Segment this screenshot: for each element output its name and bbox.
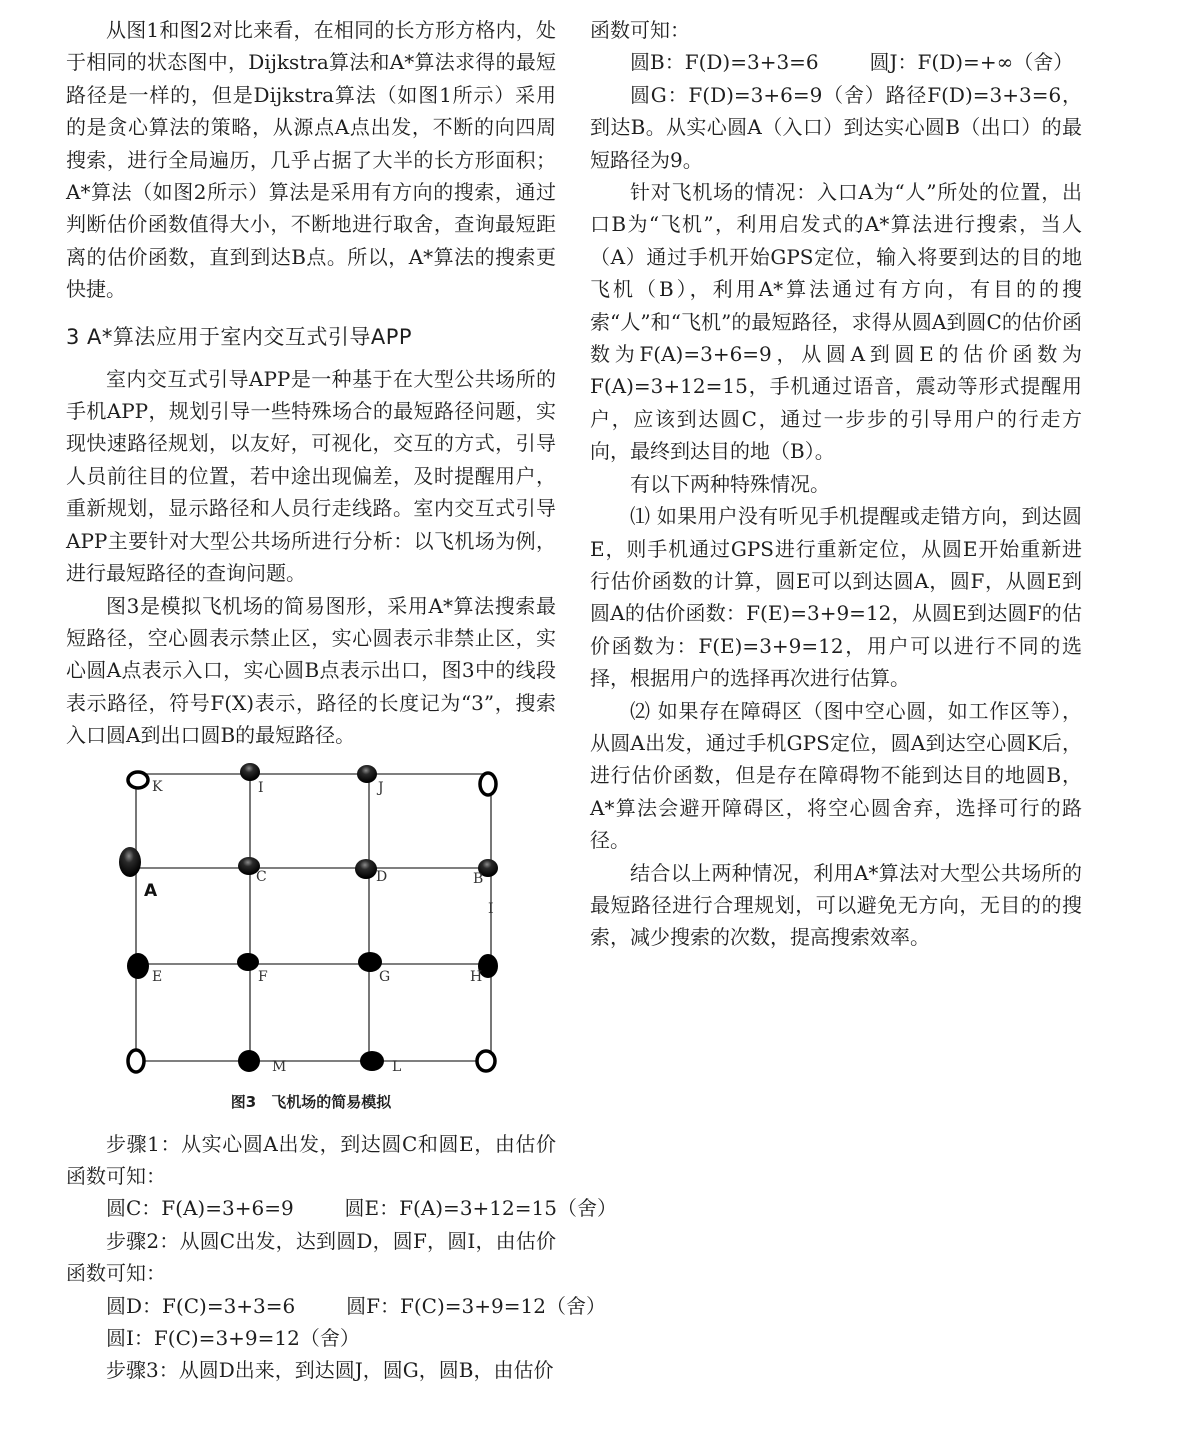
step3-text: 步骤3：从圆D出来，到达圆J，圆G，圆B，由估价 (106, 1358, 554, 1383)
node-top-right-hollow (480, 773, 496, 795)
section-heading: 3 A*算法应用于室内交互式引导APP (66, 324, 413, 349)
label-h: H (470, 968, 483, 985)
airport-graph-svg (66, 756, 556, 1086)
label-b: B (473, 870, 484, 887)
label-j: J (378, 779, 384, 796)
graph-edges (136, 774, 491, 1061)
label-i: I (258, 779, 264, 796)
step1-equation: 圆C：F(A)=3+6=9 圆E：F(A)=3+12=15（舍） (106, 1196, 617, 1221)
label-a: A (144, 880, 158, 901)
node-j-solid (357, 765, 377, 783)
right-column (590, 14, 1082, 954)
label-d: D (376, 868, 388, 885)
node-k-hollow (128, 772, 148, 788)
node-a-entrance (119, 847, 141, 877)
step3-equation-1: 圆B：F(D)=3+3=6 圆J：F(D)=+∞（舍） (630, 50, 1074, 75)
step2-equation-2: 圆I：F(C)=3+9=12（舍） (106, 1325, 360, 1350)
paragraph-figure-description: 图3是模拟飞机场的简易图形，采用A*算法搜索最短路径，空心圆表示禁止区，实心圆表示非禁止区，实心圆A点表示入口，实心圆B点表示出口，图3中的线段表示路径，符号F(X)表示，路径的长度记为“3”，搜索入口圆A到出口圆B的最短路径。 (66, 593, 556, 748)
node-i-solid (240, 763, 260, 781)
paragraph-path-result: 圆G：F(D)=3+6=9（舍）路径F(D)=3+3=6，到达B。从实心圆A（入口）到达实心圆B（出口）的最短路径为9。 (590, 82, 1082, 172)
node-l-solid (360, 1051, 384, 1071)
step2-text: 步骤2：从圆C出发，达到圆D，圆F，圆I，由估价函数可知： (66, 1228, 556, 1286)
figure-caption: 图3 飞机场的简易模拟 (230, 1092, 392, 1111)
paragraph-conclusion: 结合以上两种情况，利用A*算法对大型公共场所的最短路径进行合理规划，可以避免无方向，无目的的搜索，减少搜索的次数，提高搜索效率。 (590, 860, 1082, 950)
continuation-text: 函数可知： (590, 18, 690, 42)
paragraph-case-2: ⑵ 如果存在障碍区（图中空心圆，如工作区等），从圆A出发，通过手机GPS定位，圆A到达空心圆K后，进行估价函数，但是存在障碍物不能到达目的地圆B，A*算法会避开障碍区，将空心圆舍弃，选择可行的路径。 (590, 698, 1082, 853)
paragraph-comparison: 从图1和图2对比来看，在相同的长方形方格内，处于相同的状态图中，Dijkstra算法和A*算法求得的最短路径是一样的，但是Dijkstra算法（如图1所示）采用的是贪心算法的策略，从源点A点出发，不断的向四周搜索，进行全局遍历，几乎占据了大半的长方形面积；A*算法（如图2所示）算法是采用有方向的搜索，通过判断估价函数值得大小，不断地进行取舍，查询最短距离的估价函数，直到到达B点。所以，A*算法的搜索更快捷。 (66, 18, 556, 302)
label-i-right: I (488, 900, 494, 917)
figure-airport-graph (66, 756, 556, 1126)
node-bottom-right-hollow (477, 1051, 495, 1071)
label-g: G (379, 968, 391, 985)
node-bottom-left-hollow (128, 1050, 144, 1072)
paragraph-airport-case: 针对飞机场的情况：入口A为“人”所处的位置，出口B为“飞机”，利用启发式的A*算法进行搜索，当人（A）通过手机开始GPS定位，输入将要到达的目的地飞机（B），利用A*算法通过有方向，有目的的搜索“人”和“飞机”的最短路径，求得从圆A到圆C的估价函数为F(A)=3+6=9，从圆A到圆E的估价函数为F(A)=3+12=15，手机通过语音，震动等形式提醒用户，应该到达圆C，通过一步步的引导用户的行走方向，最终到达目的地（B）。 (590, 180, 1082, 464)
paragraph-app-intro: 室内交互式引导APP是一种基于在大型公共场所的手机APP，规划引导一些特殊场合的最短路径问题，实现快速路径规划，以友好，可视化，交互的方式，引导人员前往目的位置，若中途出现偏差，及时提醒用户，重新规划，显示路径和人员行走线路。室内交互式引导APP主要针对大型公共场所进行分析：以飞机场为例，进行最短路径的查询问题。 (66, 366, 556, 586)
label-c: C (256, 868, 267, 885)
label-m: M (272, 1058, 287, 1075)
paragraph-case-1: ⑴ 如果用户没有听见手机提醒或走错方向，到达圆E，则手机通过GPS进行重新定位，从圆E开始重新进行估价函数的计算，圆E可以到达圆A，圆F，从圆E到圆A的估价函数：F(E)=3+9=12，从圆E到达圆F的估价函数为：F(E)=3+9=12，用户可以进行不同的选择，根据用户的选择再次进行估算。 (590, 504, 1082, 691)
node-e-solid (127, 953, 149, 979)
left-column (66, 14, 617, 1387)
step2-equation-1: 圆D：F(C)=3+3=6 圆F：F(C)=3+9=12（舍） (106, 1293, 606, 1318)
label-f: F (258, 968, 268, 985)
paragraph-special-cases: 有以下两种特殊情况。 (630, 471, 830, 496)
node-f-solid (237, 953, 259, 971)
label-e: E (152, 968, 163, 985)
node-m-solid (238, 1050, 260, 1072)
label-k: K (152, 778, 163, 795)
label-l: L (392, 1058, 402, 1075)
node-d-solid (355, 859, 377, 879)
step1-text: 步骤1：从实心圆A出发，到达圆C和圆E，由估价函数可知： (66, 1131, 556, 1188)
